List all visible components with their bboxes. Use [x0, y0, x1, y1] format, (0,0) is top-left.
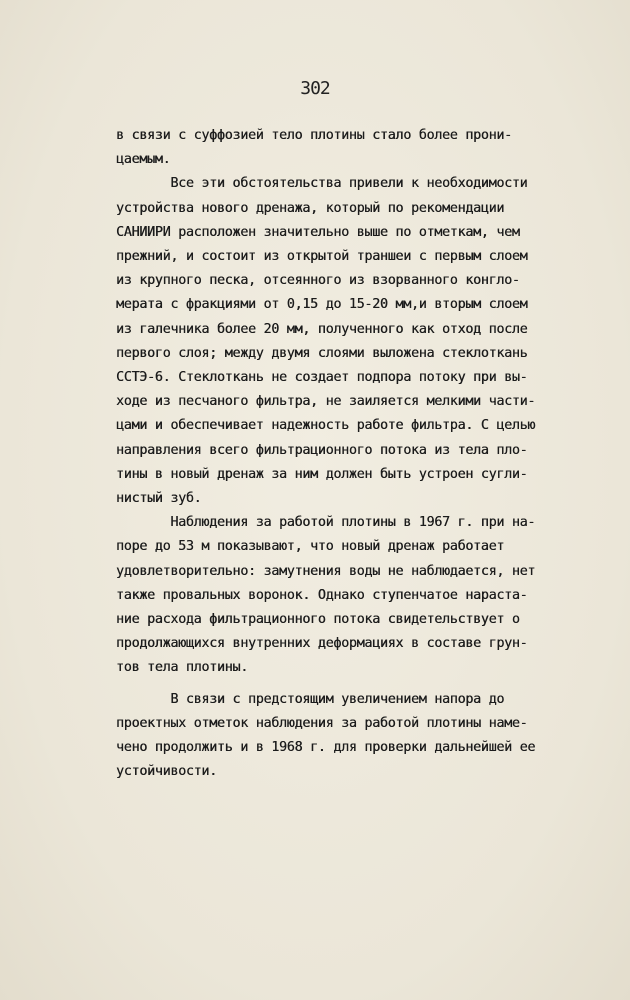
- text-line: ние расхода фильтрационного потока свидетельствует о: [116, 612, 520, 628]
- text-line: устойчивости.: [116, 764, 217, 780]
- text-line: В связи с предстоящим увеличением напора до: [116, 691, 505, 707]
- text-line: из крупного песка, отсеянного из взорванного конгло-: [116, 273, 520, 289]
- text-line: удовлетворительно: замутнения воды не наблюдается, нет: [116, 563, 536, 579]
- paragraph-1: [116, 124, 596, 172]
- text-line: в связи с суффозией тело плотины стало более прони-: [116, 128, 512, 143]
- text-line: чено продолжить и в 1968 г. для проверки дальнейшей ее: [116, 740, 536, 756]
- text-line: тины в новый дренаж за ним должен быть устроен сугли-: [116, 466, 528, 482]
- text-line: цаемым.: [116, 152, 171, 168]
- text-line: мерата с фракциями от 0,15 до 15-20 мм,и вторым слоем: [116, 297, 528, 313]
- text-line: ходе из песчаного фильтра, не заиляется мелкими части-: [116, 394, 536, 410]
- text-line: Все эти обстоятельства привели к необходимости: [116, 176, 528, 192]
- paragraph-4: [116, 688, 596, 785]
- text-line: первого слоя; между двумя слоями выложена стеклоткань: [116, 345, 528, 361]
- paragraph-3: [116, 511, 596, 680]
- text-line: ССТЭ-6. Стеклоткань не создает подпора потоку при вы-: [116, 370, 528, 386]
- text-line: нистый зуб.: [116, 491, 202, 507]
- text-line: из галечника более 20 мм, полученного как отход после: [116, 321, 528, 337]
- text-line: направления всего фильтрационного потока из тела пло-: [116, 442, 528, 458]
- text-line: САНИИРИ расположен значительно выше по отметкам, чем: [116, 224, 520, 240]
- text-line: поре до 53 м показывают, что новый дренаж работает: [116, 539, 505, 555]
- text-line: проектных отметок наблюдения за работой плотины наме-: [116, 715, 528, 731]
- text-line: также провальных воронок. Однако ступенчатое нараста-: [116, 587, 528, 603]
- text-line: продолжающихся внутренних деформациях в составе грун-: [116, 636, 528, 652]
- text-line: тов тела плотины.: [116, 660, 248, 676]
- text-line: устройства нового дренажа, который по рекомендации: [116, 200, 505, 216]
- paragraph-2: [116, 172, 596, 511]
- text-line: прежний, и состоит из открытой траншеи с первым слоем: [116, 249, 528, 265]
- text-line: Наблюдения за работой плотины в 1967 г. при на-: [116, 515, 536, 531]
- body-text: [116, 124, 596, 784]
- text-line: цами и обеспечивает надежность работе фильтра. С целью: [116, 418, 536, 434]
- page-number: 302: [300, 78, 330, 99]
